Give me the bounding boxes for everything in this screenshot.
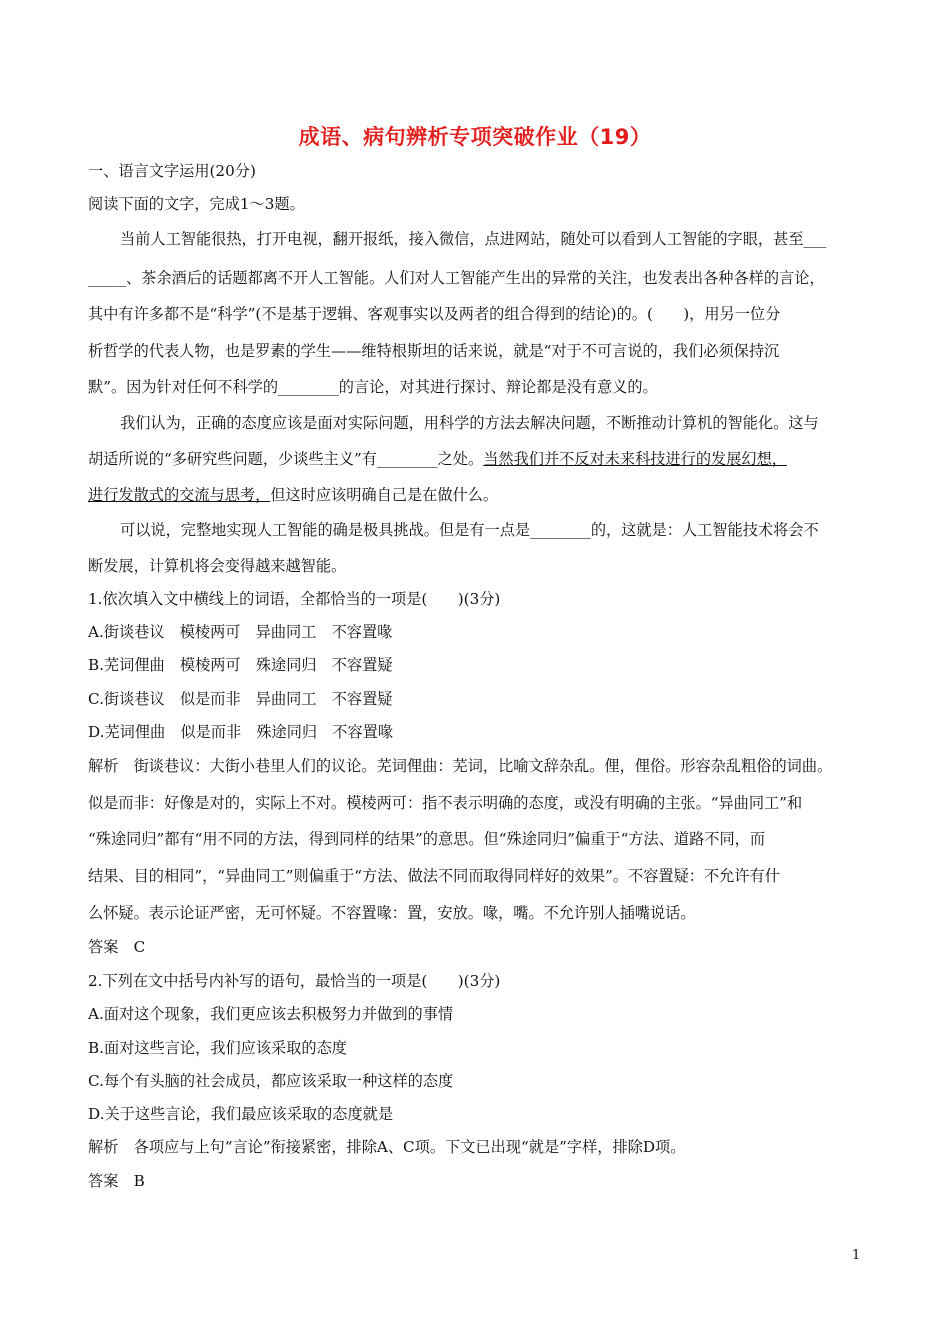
document-title: 成语、病句辨析专项突破作业（19） [298,125,652,149]
question-1-answer: 答案 C [88,938,146,956]
passage-line: 默”。因为针对任何不科学的________的言论，对其进行探讨、辩论都是没有意义的。 [88,378,658,396]
question-2-option-a: A.面对这个现象，我们更应该去积极努力并做到的事情 [88,1005,454,1023]
passage-text: 但这时应该明确自己是在做什么。 [270,486,499,504]
passage-line: 当前人工智能很热，打开电视，翻开报纸，接入微信，点进网站，随处可以看到人工智能的字眼，甚至___ [120,230,827,248]
question-1-analysis: 么怀疑。表示论证严密，无可怀疑。不容置喙：置，安放。喙，嘴。不允许别人插嘴说话。 [88,904,696,922]
reading-instruction: 阅读下面的文字，完成1～3题。 [88,195,305,213]
passage-line: 其中有许多都不是“科学”(不是基于逻辑、客观事实以及两者的组合得到的结论)的。( )，用另一位分 [88,305,781,323]
question-1-analysis: 结果、目的相同”，“异曲同工”则偏重于“方法、做法不同而取得同样好的效果”。不容置疑：不允许有什 [88,867,780,885]
underlined-sentence: 进行发散式的交流与思考， [88,486,271,504]
question-2-option-c: C.每个有头脑的社会成员，都应该采取一种这样的态度 [88,1072,454,1090]
question-2-analysis: 解析 各项应与上句“言论”衔接紧密，排除A、C项。下文已出现“就是”字样，排除D项。 [88,1138,686,1156]
question-2-stem: 2.下列在文中括号内补写的语句，最恰当的一项是( )(3分) [88,972,501,990]
question-1-analysis: 解析 街谈巷议：大街小巷里人们的议论。芜词俚曲：芜词，比喻文辞杂乱。俚，俚俗。形容杂乱粗俗的词曲。 [88,757,833,775]
section-heading: 一、语言文字运用(20分) [88,162,256,180]
question-1-analysis: 似是而非：好像是对的，实际上不对。模棱两可：指不表示明确的态度，或没有明确的主张。“异曲同工”和 [88,794,803,812]
question-2-answer: 答案 B [88,1172,145,1190]
question-1-option-c: C.街谈巷议 似是而非 异曲同工 不容置疑 [88,690,393,708]
passage-text: 胡适所说的“多研究些问题，少谈些主义”有________之处。 [88,450,484,468]
question-2-option-d: D.关于这些言论，我们最应该采取的态度就是 [88,1105,394,1123]
passage-line [88,449,787,469]
question-1-analysis: “殊途同归”都有“用不同的方法，得到同样的结果”的意思。但“殊途同归”偏重于“方法、道路不同，而 [88,830,766,848]
passage-line: 我们认为，正确的态度应该是面对实际问题，用科学的方法去解决问题，不断推动计算机的智能化。这与 [120,414,819,432]
question-2-option-b: B.面对这些言论，我们应该采取的态度 [88,1039,347,1057]
underlined-sentence: 当然我们并不反对未来科技进行的发展幻想， [483,450,787,468]
passage-line: 析哲学的代表人物，也是罗素的学生——维特根斯坦的话来说，就是“对于不可言说的，我们必须保持沉 [88,342,780,360]
question-1-option-d: D.芜词俚曲 似是而非 殊途同归 不容置喙 [88,723,394,741]
passage-line [88,485,498,505]
page-number: 1 [852,1248,861,1263]
question-1-option-b: B.芜词俚曲 模棱两可 殊途同归 不容置疑 [88,656,393,674]
passage-line: _____、茶余酒后的话题都离不开人工智能。人们对人工智能产生出的异常的关注，也发表出各种各样的言论， [88,269,825,287]
passage-line: 断发展，计算机将会变得越来越智能。 [88,557,347,575]
question-1-stem: 1.依次填入文中横线上的词语，全都恰当的一项是( )(3分) [88,590,501,608]
question-1-option-a: A.街谈巷议 模棱两可 异曲同工 不容置喙 [88,623,393,641]
passage-line: 可以说，完整地实现人工智能的确是极具挑战。但是有一点是________的，这就是：人工智能技术将会不 [120,521,819,539]
